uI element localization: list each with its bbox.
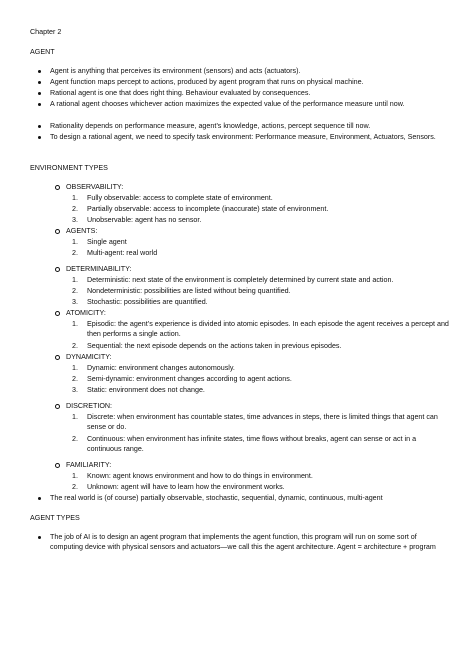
env-type-familiarity: FAMILIARITY: bbox=[66, 460, 450, 470]
bullet-icon bbox=[38, 125, 41, 128]
agent-heading: AGENT bbox=[30, 48, 55, 56]
circle-bullet-icon bbox=[55, 311, 60, 316]
list-item: 1. Known: agent knows environment and how to do things in environment. bbox=[72, 472, 313, 480]
env-type-agents: AGENTS: bbox=[66, 226, 450, 236]
list-item: 2. Unknown: agent will have to learn how the environment works. bbox=[72, 483, 285, 491]
list-item: 2. Multi-agent: real world bbox=[72, 249, 158, 257]
bullet-icon bbox=[38, 536, 41, 539]
circle-bullet-icon bbox=[55, 267, 60, 272]
list-item: 1. Episodic: the agent’s experience is divided into atomic episodes. In each episode the agent receives a percept and then performs a single action. bbox=[72, 320, 449, 339]
env-type-observability: OBSERVABILITY: bbox=[66, 182, 450, 192]
bullet-icon bbox=[38, 103, 41, 106]
agent-bullet: Agent is anything that perceives its environment (sensors) and acts (actuators). bbox=[50, 66, 450, 76]
list-item: 1. Deterministic: next state of the environment is completely determined by current state and action. bbox=[72, 276, 394, 284]
env-type-dynamicity: DYNAMICITY: bbox=[66, 352, 450, 362]
env-type-determinability: DETERMINABILITY: bbox=[66, 264, 450, 274]
circle-bullet-icon bbox=[55, 404, 60, 409]
list-item: 3. Static: environment does not change. bbox=[72, 386, 205, 394]
bullet-icon bbox=[38, 70, 41, 73]
list-item: 1. Dynamic: environment changes autonomously. bbox=[72, 364, 235, 372]
circle-bullet-icon bbox=[55, 185, 60, 190]
agent-types-bullet: The job of AI is to design an agent program that implements the agent function, this program will run on some sort of computing device with physical sensors and actuators—we call this the agent architecture. Agent = architecture + program bbox=[50, 532, 450, 552]
agent-bullet: Rationality depends on performance measure, agent’s knowledge, actions, percept sequence till now. bbox=[50, 121, 450, 131]
bullet-icon bbox=[38, 81, 41, 84]
list-item: 2. Nondeterministic: possibilities are listed without being quantified. bbox=[72, 287, 291, 295]
env-type-atomicity: ATOMICITY: bbox=[66, 308, 450, 318]
list-item: 1. Single agent bbox=[72, 238, 127, 246]
circle-bullet-icon bbox=[55, 463, 60, 468]
agent-bullet: Agent function maps percept to actions, produced by agent program that runs on physical machine. bbox=[50, 77, 450, 87]
circle-bullet-icon bbox=[55, 229, 60, 234]
list-item: 2. Sequential: the next episode depends on the actions taken in previous episodes. bbox=[72, 342, 342, 350]
list-item: 2. Continuous: when environment has infinite states, time flows without breaks, agent can sense or act in a continuous range. bbox=[72, 435, 417, 454]
list-item: 3. Stochastic: possibilities are quantified. bbox=[72, 298, 208, 306]
agent-bullet: Rational agent is one that does right thing. Behaviour evaluated by consequences. bbox=[50, 88, 450, 98]
bullet-icon bbox=[38, 92, 41, 95]
environment-summary: The real world is (of course) partially observable, stochastic, sequential, dynamic, continuous, multi-agent bbox=[50, 493, 450, 503]
agent-bullet: To design a rational agent, we need to specify task environment: Performance measure, Environment, Actuators, Sensors. bbox=[50, 132, 450, 142]
list-item: 2. Semi-dynamic: environment changes according to agent actions. bbox=[72, 375, 292, 383]
list-item: 2. Partially observable: access to incomplete (inaccurate) state of environment. bbox=[72, 205, 329, 213]
environment-types-heading: ENVIRONMENT TYPES bbox=[30, 164, 108, 172]
env-type-discretion: DISCRETION: bbox=[66, 401, 450, 411]
circle-bullet-icon bbox=[55, 355, 60, 360]
bullet-icon bbox=[38, 497, 41, 500]
bullet-icon bbox=[38, 136, 41, 139]
agent-types-heading: AGENT TYPES bbox=[30, 514, 80, 522]
list-item: 1. Discrete: when environment has countable states, time advances in steps, there is limited things that agent can sense or do. bbox=[72, 413, 438, 432]
list-item: 1. Fully observable: access to complete state of environment. bbox=[72, 194, 273, 202]
agent-bullet: A rational agent chooses whichever action maximizes the expected value of the performance measure until now. bbox=[50, 99, 450, 109]
chapter-title: Chapter 2 bbox=[30, 28, 62, 36]
list-item: 3. Unobservable: agent has no sensor. bbox=[72, 216, 202, 224]
